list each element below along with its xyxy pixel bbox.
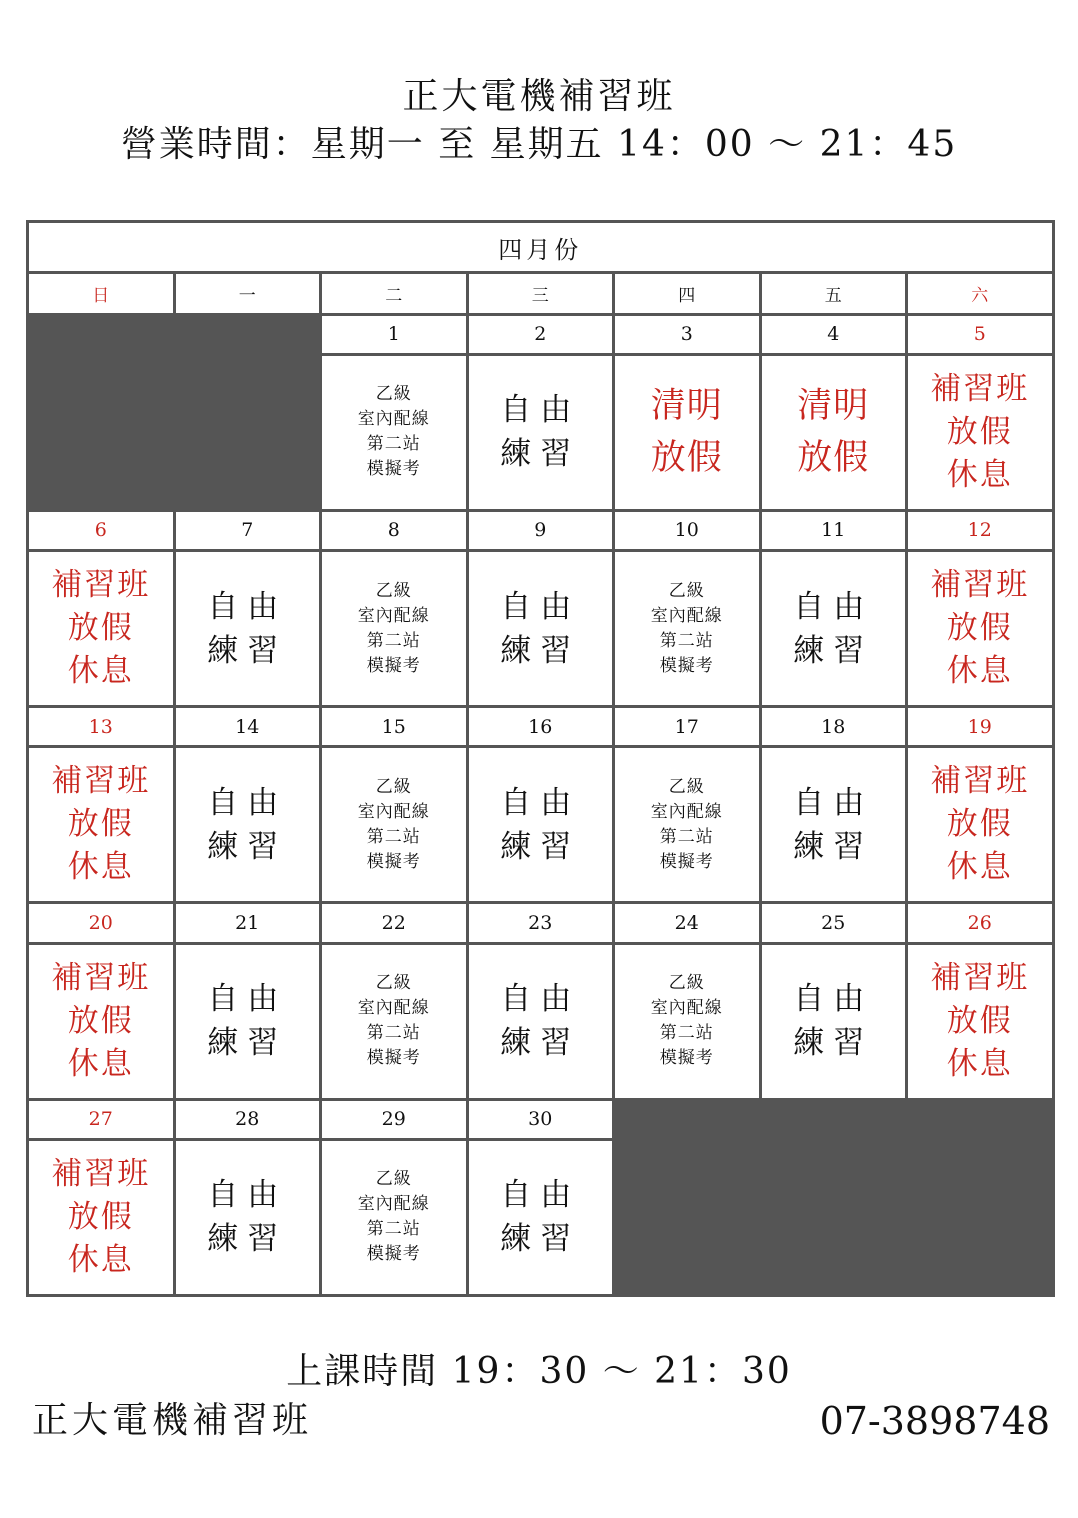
day-cell	[467, 551, 614, 707]
day-cell	[467, 747, 614, 903]
day-event-free: 自由 練習	[500, 392, 581, 473]
month-title: 四月份	[28, 222, 1054, 273]
day-number-row	[28, 1099, 1054, 1139]
day-cell	[321, 551, 468, 707]
day-cell	[28, 551, 175, 707]
day-number-row	[28, 510, 1054, 550]
day-event-rest: 補習班 放假 休息	[51, 1155, 151, 1278]
day-event-free: 自由 練習	[207, 588, 288, 669]
day-event-holiday: 清明 放假	[650, 386, 723, 479]
day-number: 13	[28, 707, 175, 747]
day-event-exam: 乙級 室內配線 第二站 模擬考	[650, 580, 723, 676]
day-event-rest: 補習班 放假 休息	[930, 370, 1030, 493]
day-event-free: 自由 練習	[500, 784, 581, 865]
day-number: 26	[907, 903, 1054, 943]
weekday-header: 六	[907, 273, 1054, 314]
day-number: 15	[321, 707, 468, 747]
day-cell	[28, 1139, 175, 1295]
day-cell	[321, 354, 468, 510]
page-title: 正大電機補習班	[402, 76, 676, 117]
day-number: 27	[28, 1099, 175, 1139]
day-number: 18	[760, 707, 907, 747]
day-number: 3	[614, 314, 761, 354]
day-cell	[760, 943, 907, 1099]
day-cell	[321, 1139, 468, 1295]
day-event-exam: 乙級 室內配線 第二站 模擬考	[650, 973, 723, 1069]
day-cell	[907, 354, 1054, 510]
day-number: 24	[614, 903, 761, 943]
day-event-rest: 補習班 放假 休息	[51, 567, 151, 690]
weekday-header: 五	[760, 273, 907, 314]
day-number: 4	[760, 314, 907, 354]
day-event-rest: 補習班 放假 休息	[930, 959, 1030, 1082]
day-event-rest: 補習班 放假 休息	[51, 959, 151, 1082]
day-cell	[614, 551, 761, 707]
day-event-free: 自由 練習	[793, 588, 874, 669]
day-content-row	[28, 747, 1054, 903]
day-content-row	[28, 551, 1054, 707]
footer-phone: 07-3898748	[819, 1399, 1050, 1443]
day-cell	[467, 1139, 614, 1295]
day-event-exam: 乙級 室內配線 第二站 模擬考	[357, 973, 430, 1069]
weekday-header: 日	[28, 273, 175, 314]
day-number	[174, 314, 321, 354]
day-cell	[174, 551, 321, 707]
day-cell	[614, 943, 761, 1099]
day-cell	[174, 354, 321, 510]
weekday-header: 二	[321, 273, 468, 314]
day-number: 21	[174, 903, 321, 943]
day-number: 8	[321, 510, 468, 550]
day-event-holiday: 清明 放假	[797, 386, 870, 479]
day-number-row	[28, 707, 1054, 747]
day-number: 11	[760, 510, 907, 550]
day-cell	[174, 943, 321, 1099]
day-event-rest: 補習班 放假 休息	[51, 763, 151, 886]
day-cell	[174, 747, 321, 903]
day-cell	[321, 943, 468, 1099]
day-cell	[760, 747, 907, 903]
day-number: 23	[467, 903, 614, 943]
day-cell	[28, 747, 175, 903]
day-cell	[174, 1139, 321, 1295]
day-cell	[907, 551, 1054, 707]
day-event-exam: 乙級 室內配線 第二站 模擬考	[357, 384, 430, 480]
day-number-row	[28, 314, 1054, 354]
day-event-free: 自由 練習	[207, 784, 288, 865]
day-number: 25	[760, 903, 907, 943]
day-number: 22	[321, 903, 468, 943]
day-content-row	[28, 943, 1054, 1099]
month-calendar	[26, 220, 1055, 1297]
day-cell	[614, 354, 761, 510]
day-cell	[760, 354, 907, 510]
day-number: 7	[174, 510, 321, 550]
day-event-free: 自由 練習	[793, 784, 874, 865]
day-number: 5	[907, 314, 1054, 354]
day-cell	[760, 1139, 907, 1295]
day-cell	[907, 1139, 1054, 1295]
day-cell	[467, 943, 614, 1099]
day-event-exam: 乙級 室內配線 第二站 模擬考	[650, 776, 723, 872]
day-number: 14	[174, 707, 321, 747]
day-event-free: 自由 練習	[207, 981, 288, 1062]
day-number	[907, 1099, 1054, 1139]
day-cell	[760, 551, 907, 707]
day-cell	[907, 943, 1054, 1099]
day-number: 12	[907, 510, 1054, 550]
day-number: 30	[467, 1099, 614, 1139]
day-number: 28	[174, 1099, 321, 1139]
business-hours: 營業時間：星期一 至 星期五 14：00 ～ 21：45	[120, 124, 958, 165]
day-cell	[907, 747, 1054, 903]
day-event-exam: 乙級 室內配線 第二站 模擬考	[357, 776, 430, 872]
day-event-free: 自由 練習	[793, 981, 874, 1062]
footer-school-name: 正大電機補習班	[32, 1400, 313, 1441]
day-number: 6	[28, 510, 175, 550]
day-cell	[28, 354, 175, 510]
day-cell	[614, 747, 761, 903]
weekday-header: 一	[174, 273, 321, 314]
day-cell	[321, 747, 468, 903]
day-event-free: 自由 練習	[500, 1177, 581, 1258]
day-number: 29	[321, 1099, 468, 1139]
day-event-exam: 乙級 室內配線 第二站 模擬考	[357, 1169, 430, 1265]
day-cell	[614, 1139, 761, 1295]
day-event-rest: 補習班 放假 休息	[930, 763, 1030, 886]
lesson-time: 上課時間 19：30 ～ 21：30	[286, 1351, 792, 1392]
day-number: 9	[467, 510, 614, 550]
weekday-header: 四	[614, 273, 761, 314]
day-event-rest: 補習班 放假 休息	[930, 567, 1030, 690]
day-content-row	[28, 354, 1054, 510]
day-event-free: 自由 練習	[500, 981, 581, 1062]
day-number: 16	[467, 707, 614, 747]
day-number: 19	[907, 707, 1054, 747]
day-number-row	[28, 903, 1054, 943]
day-number: 2	[467, 314, 614, 354]
weekday-header: 三	[467, 273, 614, 314]
day-number	[28, 314, 175, 354]
day-number: 10	[614, 510, 761, 550]
day-number	[614, 1099, 761, 1139]
day-number	[760, 1099, 907, 1139]
day-content-row	[28, 1139, 1054, 1295]
day-number: 1	[321, 314, 468, 354]
day-number: 20	[28, 903, 175, 943]
day-event-free: 自由 練習	[207, 1177, 288, 1258]
day-event-exam: 乙級 室內配線 第二站 模擬考	[357, 580, 430, 676]
day-event-free: 自由 練習	[500, 588, 581, 669]
day-number: 17	[614, 707, 761, 747]
day-cell	[467, 354, 614, 510]
day-cell	[28, 943, 175, 1099]
